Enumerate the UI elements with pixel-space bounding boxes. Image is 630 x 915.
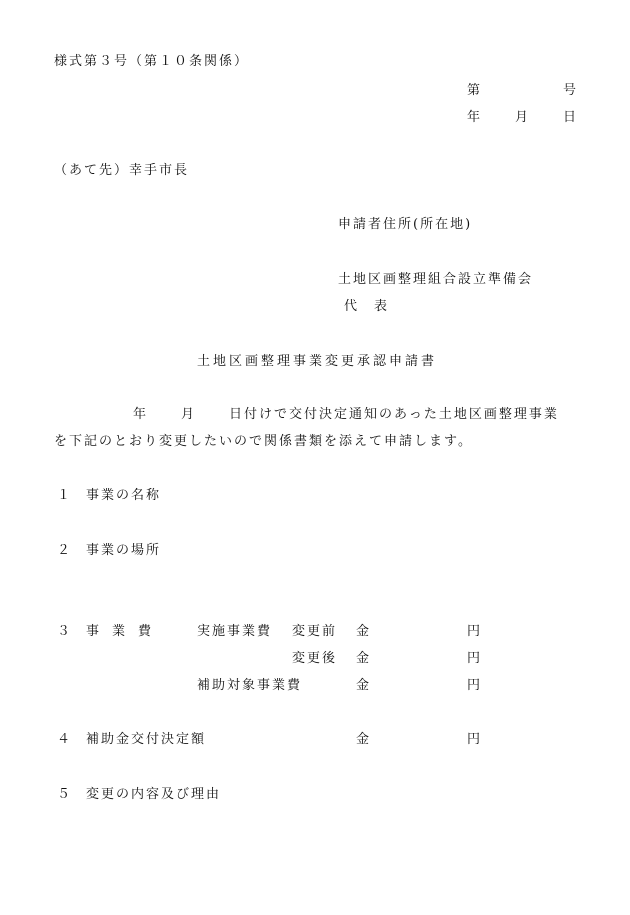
item-5-label: 変更の内容及び理由 [86,787,222,802]
applicant-organization: 土地区画整理組合設立準備会 [338,272,534,287]
item-2-number: ２ [57,543,71,558]
item-2-label: 事業の場所 [86,543,162,558]
currency-prefix: 金 [356,651,370,666]
addressee: （あて先）幸手市長 [54,163,190,178]
item-3-sub-implementation: 実施事業費 [197,624,273,639]
currency-prefix: 金 [356,624,370,639]
representative: 代 表 [344,299,390,314]
form-label: 様式第３号（第１０条関係） [54,54,250,69]
item-1-label: 事業の名称 [86,488,162,503]
currency-prefix: 金 [356,732,370,747]
date-year: 年 [467,110,481,125]
body-line-2: を下記のとおり変更したいので関係書類を添えて申請します。 [54,434,473,449]
currency-prefix: 金 [356,678,370,693]
document-title: 土地区画整理事業変更承認申請書 [197,354,438,369]
item-3-number: ３ [57,624,71,639]
item-4-label: 補助金交付決定額 [86,732,207,747]
item-3-sub-subsidy-target: 補助対象事業費 [197,678,303,693]
item-3-after-change: 変更後 [292,651,338,666]
item-5-number: ５ [57,787,71,802]
item-1-number: １ [57,488,71,503]
currency-unit: 円 [467,651,481,666]
item-3-before-change: 変更前 [292,624,338,639]
body-month: 月 [181,407,195,422]
item-4-number: ４ [57,732,71,747]
body-line-1: 日付けで交付決定通知のあった土地区画整理事業 [229,407,559,422]
currency-unit: 円 [467,678,481,693]
item-3-label: 事 業 費 [86,624,152,639]
number-prefix: 第 [467,83,481,98]
currency-unit: 円 [467,732,481,747]
date-month: 月 [515,110,529,125]
number-suffix: 号 [563,83,577,98]
body-year: 年 [133,407,147,422]
applicant-address: 申請者住所(所在地) [338,217,473,232]
currency-unit: 円 [467,624,481,639]
date-day: 日 [563,110,577,125]
